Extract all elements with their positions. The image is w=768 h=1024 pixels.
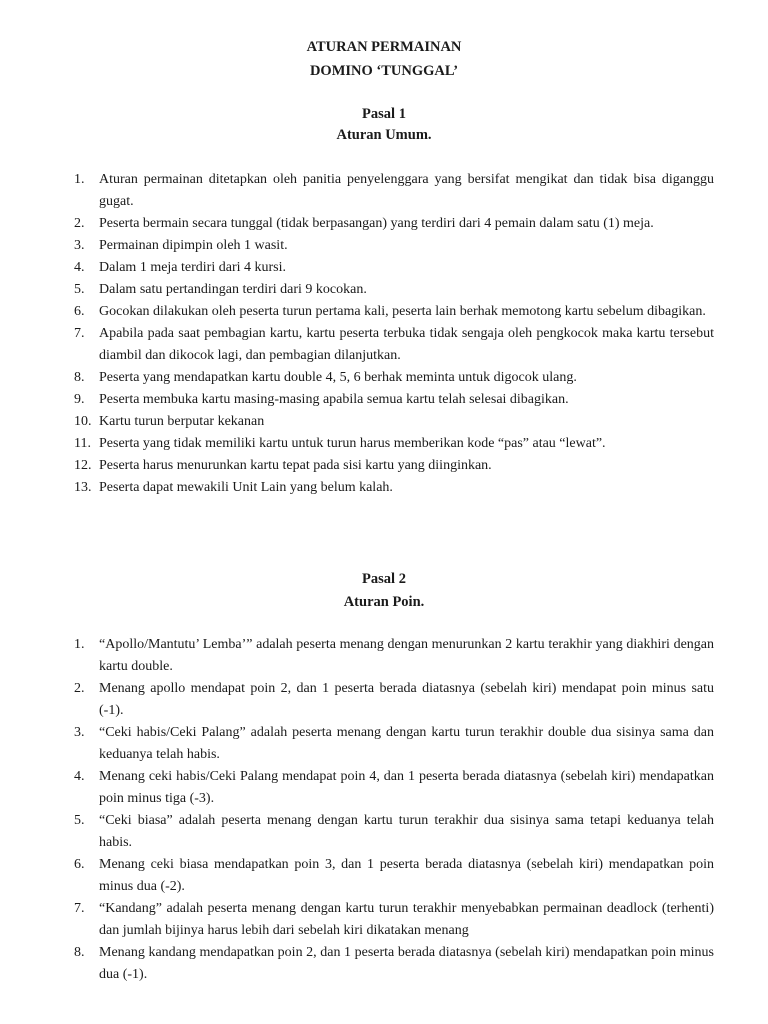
item-text: Menang kandang mendapatkan poin 2, dan 1 peserta berada diatasnya (sebelah kiri) mendapatkan poin minus dua (-1). xyxy=(99,945,714,982)
section-1-heading: Pasal 1 xyxy=(362,106,406,122)
item-text: Permainan dipimpin oleh 1 wasit. xyxy=(99,238,288,253)
item-number: 12. xyxy=(74,458,92,473)
item-number: 1. xyxy=(74,637,85,652)
section-1-subheading: Aturan Umum. xyxy=(336,127,432,143)
item-text: Peserta membuka kartu masing-masing apabila semua kartu telah selesai dibagikan. xyxy=(99,392,569,407)
list-item xyxy=(74,323,714,367)
item-number: 6. xyxy=(74,304,85,319)
list-item xyxy=(74,433,714,455)
item-text: Peserta dapat mewakili Unit Lain yang belum kalah. xyxy=(99,480,393,495)
section-2-list xyxy=(74,634,714,986)
list-item xyxy=(74,477,714,499)
item-number: 2. xyxy=(74,681,85,696)
item-number: 6. xyxy=(74,857,85,872)
list-item xyxy=(74,367,714,389)
item-number: 9. xyxy=(74,392,85,407)
item-text: Peserta bermain secara tunggal (tidak berpasangan) yang terdiri dari 4 pemain dalam satu (1) meja. xyxy=(99,216,654,231)
item-number: 4. xyxy=(74,769,85,784)
item-text: “Kandang” adalah peserta menang dengan kartu turun terakhir menyebabkan permainan deadlock (terhenti) dan jumlah bijinya harus lebih dari sebelah kiri dikatakan menang xyxy=(99,901,714,938)
list-item xyxy=(74,678,714,722)
item-text: Menang apollo mendapat poin 2, dan 1 peserta berada diatasnya (sebelah kiri) mendapat poin minus satu (-1). xyxy=(99,681,714,718)
list-item xyxy=(74,389,714,411)
item-number: 7. xyxy=(74,901,85,916)
item-text: Peserta yang tidak memiliki kartu untuk turun harus memberikan kode “pas” atau “lewat”. xyxy=(99,436,606,451)
item-number: 11. xyxy=(74,436,91,451)
item-number: 4. xyxy=(74,260,85,275)
item-number: 8. xyxy=(74,370,85,385)
item-text: Peserta harus menurunkan kartu tepat pada sisi kartu yang diinginkan. xyxy=(99,458,492,473)
list-item xyxy=(74,722,714,766)
list-item xyxy=(74,455,714,477)
item-text: Aturan permainan ditetapkan oleh panitia penyelenggara yang bersifat mengikat dan tidak bisa diganggu gugat. xyxy=(99,172,714,209)
item-number: 7. xyxy=(74,326,85,341)
item-number: 8. xyxy=(74,945,85,960)
list-item xyxy=(74,898,714,942)
list-item xyxy=(74,634,714,678)
section-2-heading: Pasal 2 xyxy=(362,571,406,587)
item-text: “Ceki biasa” adalah peserta menang dengan kartu turun terakhir dua sisinya sama tetapi keduanya telah habis. xyxy=(99,813,714,850)
section-1-list xyxy=(74,169,714,499)
item-text: “Apollo/Mantutu’ Lemba’” adalah peserta menang dengan menurunkan 2 kartu terakhir yang diakhiri dengan kartu double. xyxy=(99,637,714,674)
item-text: Menang ceki habis/Ceki Palang mendapat poin 4, dan 1 peserta berada diatasnya (sebelah kiri) mendapatkan poin minus tiga (-3). xyxy=(99,769,714,806)
item-number: 3. xyxy=(74,238,85,253)
item-text: Peserta yang mendapatkan kartu double 4, 5, 6 berhak meminta untuk digocok ulang. xyxy=(99,370,577,385)
list-item xyxy=(74,213,714,235)
item-text: Kartu turun berputar kekanan xyxy=(99,414,265,429)
list-item xyxy=(74,257,714,279)
list-item xyxy=(74,279,714,301)
item-text: Menang ceki biasa mendapatkan poin 3, dan 1 peserta berada diatasnya (sebelah kiri) mendapatkan poin minus dua (-2). xyxy=(99,857,714,894)
document-subtitle: DOMINO ‘TUNGGAL’ xyxy=(309,63,459,79)
list-item xyxy=(74,766,714,810)
list-item xyxy=(74,169,714,213)
item-text: “Ceki habis/Ceki Palang” adalah peserta menang dengan kartu turun terakhir double dua sisinya sama dan keduanya telah habis. xyxy=(99,725,714,762)
item-number: 10. xyxy=(74,414,92,429)
item-text: Apabila pada saat pembagian kartu, kartu peserta terbuka tidak sengaja oleh pengkocok maka kartu tersebut diambil dan dikocok lagi, dan pembagian dilanjutkan. xyxy=(99,326,714,363)
item-number: 3. xyxy=(74,725,85,740)
item-number: 1. xyxy=(74,172,85,187)
list-item xyxy=(74,942,714,986)
document-title: ATURAN PERMAINAN xyxy=(306,39,462,55)
item-number: 5. xyxy=(74,813,85,828)
item-number: 5. xyxy=(74,282,85,297)
item-number: 2. xyxy=(74,216,85,231)
item-text: Dalam 1 meja terdiri dari 4 kursi. xyxy=(99,260,286,275)
item-number: 13. xyxy=(74,480,92,495)
item-text: Gocokan dilakukan oleh peserta turun pertama kali, peserta lain berhak memotong kartu sebelum dibagikan. xyxy=(99,304,706,319)
list-item xyxy=(74,301,714,323)
list-item xyxy=(74,810,714,854)
list-item xyxy=(74,411,714,433)
list-item xyxy=(74,854,714,898)
item-text: Dalam satu pertandingan terdiri dari 9 kocokan. xyxy=(99,282,367,297)
section-2-subheading: Aturan Poin. xyxy=(343,594,425,610)
list-item xyxy=(74,235,714,257)
